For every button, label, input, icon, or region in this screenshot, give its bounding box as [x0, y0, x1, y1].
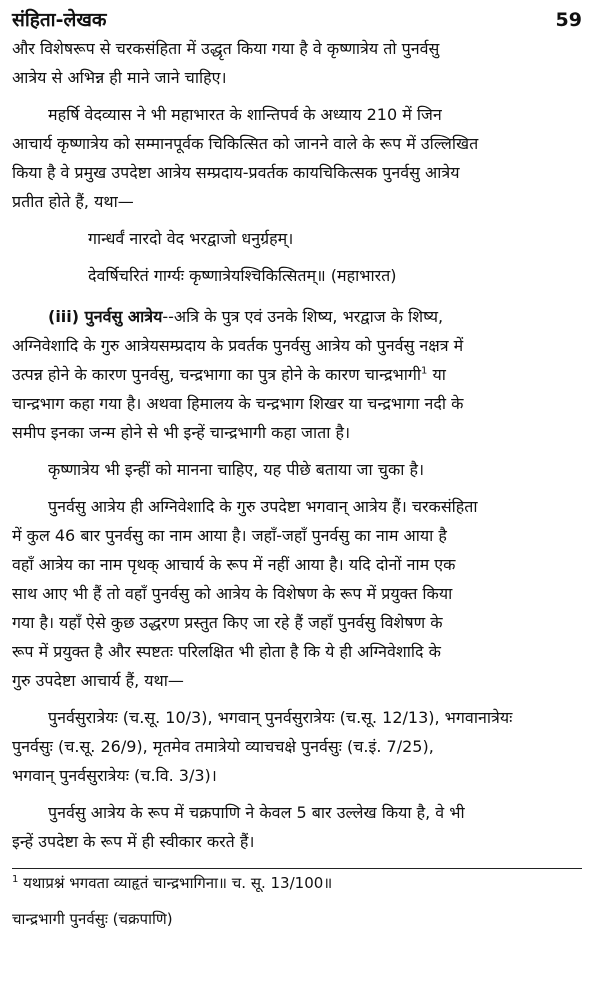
text-line: और विशेषरूप से चरकसंहिता में उद्धृत किया गया है वे कृष्णात्रेय तो पुनर्वसु	[12, 39, 440, 58]
section-heading: (iii) पुनर्वसु आत्रेय	[48, 307, 163, 326]
text-line: गया है। यहाँ ऐसे कुछ उद्धरण प्रस्तुत किए जा रहे हैं जहाँ पुनर्वसु विशेषण के	[12, 613, 443, 632]
page-number: 59	[555, 9, 582, 31]
text-line: में कुल 46 बार पुनर्वसु का नाम आया है। जहाँ-जहाँ पुनर्वसु का नाम आया है	[12, 526, 447, 545]
verse-line: देवर्षिचरितं गार्ग्यः कृष्णात्रेयश्चिकित्सितम्॥ (महाभारत)	[88, 266, 397, 285]
text-line: समीप इनका जन्म होने से भी इन्हें चान्द्रभागी कहा जाता है।	[12, 423, 351, 442]
citation-line: भगवान् पुनर्वसुरात्रेयः (च.वि. 3/3)।	[12, 766, 217, 785]
paragraph-1	[12, 34, 588, 92]
citation-line: पुनर्वसुः (च.सू. 26/9), मृतमेव तमात्रेयो व्याचचक्षे पुनर्वसुः (च.इं. 7/25),	[12, 737, 434, 756]
text-line: पुनर्वसु आत्रेय ही अग्निवेशादि के गुरु उपदेष्टा भगवान् आत्रेय हैं। चरकसंहिता	[48, 497, 478, 516]
text-line: आत्रेय से अभिन्न ही माने जाने चाहिए।	[12, 68, 227, 87]
verse-line: गान्धर्वं नारदो वेद भरद्वाजो धनुर्ग्रहम्।	[88, 229, 294, 248]
text-line: इन्हें उपदेष्टा के रूप में ही स्वीकार करते हैं।	[12, 832, 255, 851]
text-line: महर्षि वेदव्यास ने भी महाभारत के शान्तिपर्व के अध्याय 210 में जिन	[48, 105, 442, 124]
paragraph-5	[12, 492, 588, 695]
text-line: कृष्णात्रेय भी इन्हीं को मानना चाहिए, यह पीछे बताया जा चुका है।	[48, 460, 425, 479]
text-line: किया है वे प्रमुख उपदेष्टा आत्रेय सम्प्रदाय-प्रवर्तक कायचिकित्सक पुनर्वसु आत्रेय	[12, 163, 460, 182]
paragraph-2	[12, 100, 588, 216]
running-head: संहिता-लेखक	[12, 9, 107, 31]
text-line: साथ आए भी हैं तो वहाँ पुनर्वसु को आत्रेय के विशेषण के रूप में प्रयुक्त किया	[12, 584, 453, 603]
footnote-text: यथाप्रश्नं भगवता व्याहृतं चान्द्रभागिना॥ च. सू. 13/100॥	[18, 874, 333, 892]
citations-block	[12, 703, 588, 790]
text-line: रूप में प्रयुक्त है और स्पष्टतः परिलक्षित भी होता है कि ये ही अग्निवेशादि के	[12, 642, 441, 661]
footnote-line	[12, 869, 588, 897]
text-line: गुरु उपदेष्टा आचार्य हैं, यथा—	[12, 671, 184, 690]
text-span: या	[427, 365, 446, 384]
text-line: आचार्य कृष्णात्रेय को सम्मानपूर्वक चिकित्सित को जानने वाले के रूप में उल्लिखित	[12, 134, 479, 153]
text-line	[12, 360, 588, 389]
text-span: उत्पन्न होने के कारण पुनर्वसु, चन्द्रभागा का पुत्र होने के कारण चान्द्रभागी	[12, 365, 422, 384]
citation-line: पुनर्वसुरात्रेयः (च.सू. 10/3), भगवान् पुनर्वसुरात्रेयः (च.सू. 12/13), भगवानात्रेयः	[48, 708, 513, 727]
text-line: वहाँ आत्रेय का नाम पृथक् आचार्य के रूप में नहीं आया है। यदि दोनों नाम एक	[12, 555, 456, 574]
text-line	[12, 302, 588, 331]
footnote-line: चान्द्रभागी पुनर्वसुः (चक्रपाणि)	[12, 910, 173, 928]
footnotes	[12, 869, 588, 933]
paragraph-3	[12, 302, 588, 447]
footnote-marker: 1	[12, 874, 19, 885]
paragraph-4	[12, 455, 588, 484]
text-line: चान्द्रभाग कहा गया है। अथवा हिमालय के चन्द्रभाग शिखर या चन्द्रभागा नदी के	[12, 394, 464, 413]
text-line: प्रतीत होते हैं, यथा—	[12, 192, 134, 211]
text-span: --अत्रि के पुत्र एवं उनके शिष्य, भरद्वाज के शिष्य,	[162, 307, 444, 326]
paragraph-6	[12, 798, 588, 856]
page-header	[12, 6, 588, 34]
text-line: पुनर्वसु आत्रेय के रूप में चक्रपाणि ने केवल 5 बार उल्लेख किया है, वे भी	[48, 803, 465, 822]
footnote-ref: 1	[421, 365, 428, 377]
verse-quote	[12, 224, 588, 290]
text-line: अग्निवेशादि के गुरु आत्रेयसम्प्रदाय के प्रवर्तक पुनर्वसु आत्रेय को पुनर्वसु नक्षत्र में	[12, 336, 464, 355]
